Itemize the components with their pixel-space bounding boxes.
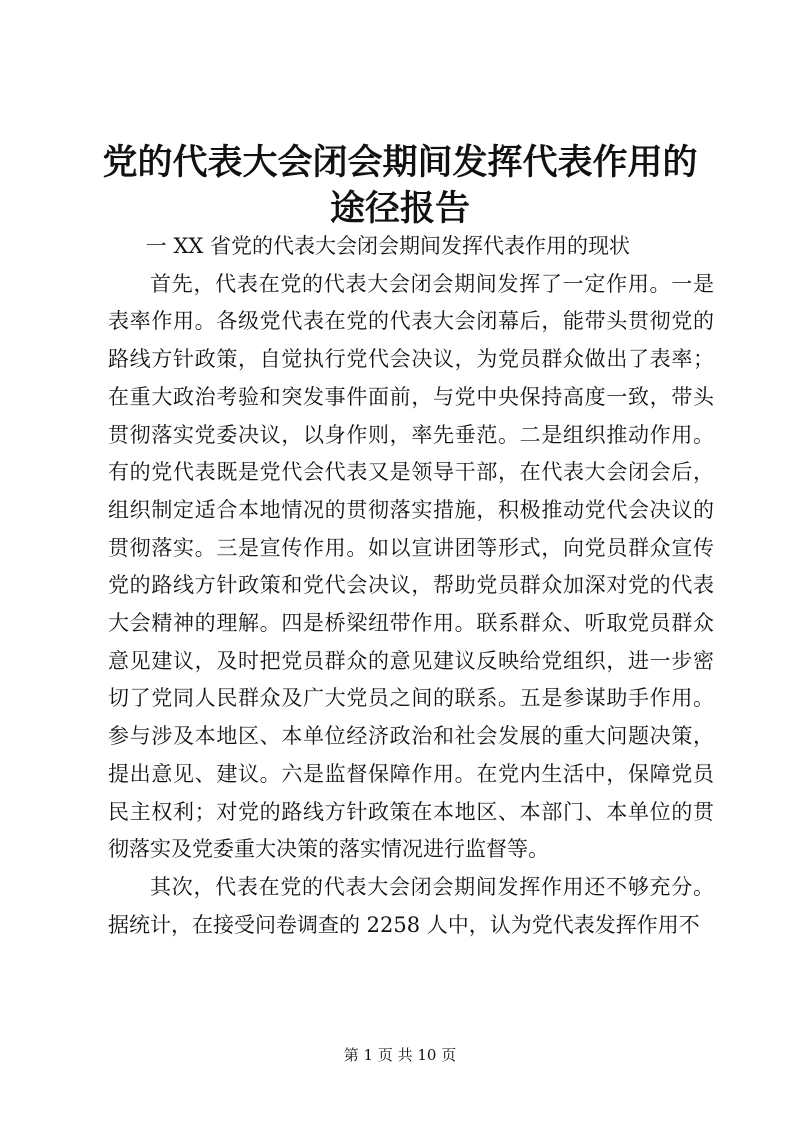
document-body — [108, 228, 714, 944]
section-heading: 一 XX 省党的代表大会闭会期间发挥代表作用的现状 — [145, 234, 631, 258]
body-paragraph-2: 其次，代表在党的代表大会闭会期间发挥作用还不够充分。据统计，在接受问卷调查的 2258 人中，认为党代表发挥作用不 — [108, 874, 714, 937]
page-number-footer: 第 1 页 共 10 页 — [343, 1046, 457, 1064]
document-title: 党的代表大会闭会期间发挥代表作用的途径报告 — [102, 142, 698, 229]
body-paragraph-1: 首先，代表在党的代表大会闭会期间发挥了一定作用。一是表率作用。各级党代表在党的代表大会闭幕后，能带头贯彻党的路线方针政策，自觉执行党代会决议，为党员群众做出了表率；在重大政治考验和突发事件面前，与党中央保持高度一致，带头贯彻落实党委决议，以身作则，率先垂范。二是组织推动作用。有的党代表既是党代会代表又是领导干部，在代表大会闭会后，组织制定适合本地情况的贯彻落实措施，积极推动党代会决议的贯彻落实。三是宣传作用。如以宣讲团等形式，向党员群众宣传党的路线方针政策和党代会决议，帮助党员群众加深对党的代表大会精神的理解。四是桥梁纽带作用。联系群众、听取党员群众意见建议，及时把党员群众的意见建议反映给党组织，进一步密切了党同人民群众及广大党员之间的联系。五是参谋助手作用。参与涉及本地区、本单位经济政治和社会发展的重大问题决策，提出意见、建议。六是监督保障作用。在党内生活中，保障党员民主权利；对党的路线方针政策在本地区、本部门、本单位的贯彻落实及党委重大决策的落实情况进行监督等。 — [108, 271, 714, 862]
